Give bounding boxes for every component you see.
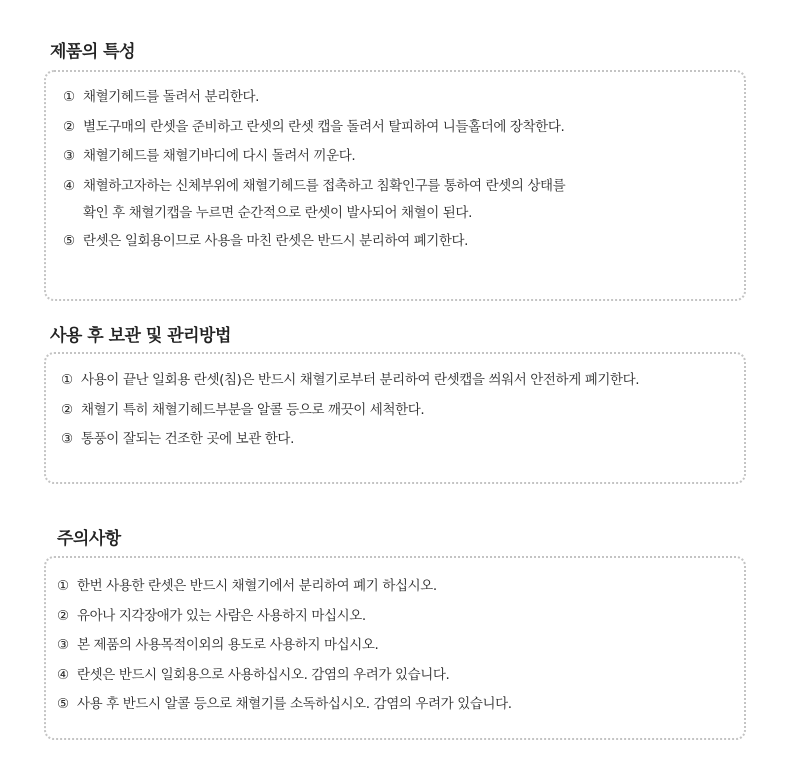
item-text: 채혈기헤드를 돌려서 분리한다. [83, 89, 260, 105]
item-text: 채혈기 특히 채혈기헤드부분을 알콜 등으로 깨끗이 세척한다. [81, 401, 425, 418]
item-text-continuation: 확인 후 채혈기캡을 누르면 순간적으로 란셋이 발사되어 채혈이 된다. [83, 204, 472, 221]
item-text: 한번 사용한 란셋은 반드시 채혈기에서 분리하여 폐기 하십시오. [77, 578, 437, 594]
item-number: ① [57, 578, 69, 594]
item-number: ⑤ [57, 696, 69, 712]
storage-management-box [44, 352, 746, 484]
item-text: 채혈기헤드를 채혈기바디에 다시 돌려서 끼운다. [83, 148, 356, 164]
item-text: 본 제품의 사용목적이외의 용도로 사용하지 마십시오. [77, 637, 379, 653]
item-text: 사용 후 반드시 알콜 등으로 채혈기를 소독하십시오. 감염의 우려가 있습니다. [77, 696, 512, 712]
item-number: ③ [63, 148, 75, 164]
item-text: 란셋은 일회용이므로 사용을 마친 란셋은 반드시 분리하여 폐기한다. [83, 232, 469, 249]
item-number: ② [57, 607, 69, 624]
list-item [63, 87, 744, 107]
item-number: ③ [61, 431, 73, 447]
section-title-product-features: 제품의 특성 [50, 42, 136, 62]
product-features-list [46, 72, 744, 251]
storage-management-list [46, 354, 744, 449]
section-title-precautions: 주의사항 [57, 529, 121, 549]
item-text: 란셋은 반드시 일회용으로 사용하십시오. 감염의 우려가 있습니다. [77, 666, 450, 683]
list-item [61, 400, 744, 420]
item-number: ① [61, 372, 73, 388]
item-number: ① [63, 89, 75, 105]
list-item [57, 576, 744, 596]
item-number: ③ [57, 637, 69, 653]
item-text: 사용이 끝난 일회용 란셋(침)은 반드시 채혈기로부터 분리하여 란셋캡을 씌워서 안전하게 폐기한다. [81, 372, 640, 388]
item-text: 채혈하고자하는 신체부위에 채혈기헤드를 접촉하고 침확인구를 통하여 란셋의 상태를 [83, 177, 566, 194]
item-number: ⑤ [63, 232, 75, 249]
precautions-list [46, 558, 744, 714]
item-number: ④ [57, 666, 69, 683]
list-item [57, 635, 744, 655]
list-item [61, 370, 744, 390]
list-item [63, 231, 744, 251]
list-item [63, 176, 744, 223]
item-number: ② [61, 401, 73, 418]
item-number: ② [63, 118, 75, 135]
list-item [63, 146, 744, 166]
section-title-storage-management: 사용 후 보관 및 관리방법 [50, 326, 231, 346]
precautions-box [44, 556, 746, 740]
item-text: 유아나 지각장애가 있는 사람은 사용하지 마십시오. [77, 607, 366, 624]
list-item [57, 606, 744, 626]
item-text: 통풍이 잘되는 건조한 곳에 보관 한다. [81, 431, 294, 447]
list-item [61, 429, 744, 449]
list-item [57, 665, 744, 685]
list-item [57, 694, 744, 714]
item-text: 별도구매의 란셋을 준비하고 란셋의 란셋 캡을 돌려서 탈피하여 니들홀더에 장착한다. [83, 118, 565, 135]
product-features-box [44, 70, 746, 301]
list-item [63, 117, 744, 137]
item-number: ④ [63, 177, 75, 194]
